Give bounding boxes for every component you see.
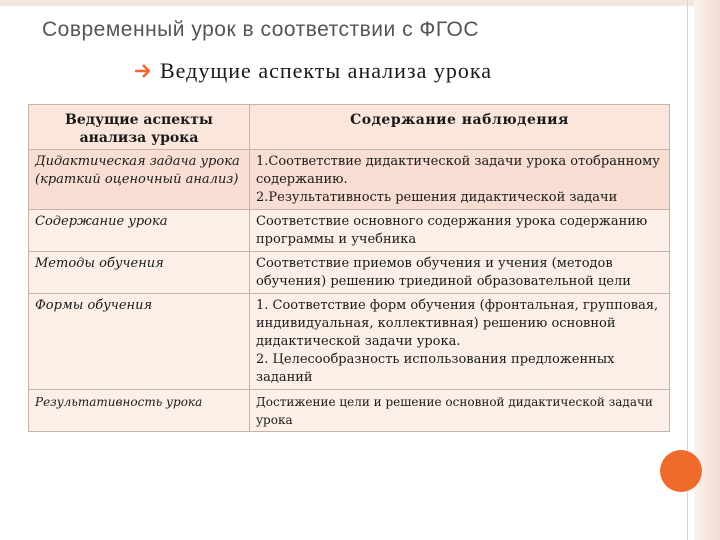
row-aspect: Содержание урока — [29, 210, 250, 252]
slide-title: Современный урок в соответствии с ФГОС — [42, 18, 480, 41]
row-aspect: Методы обучения — [29, 252, 250, 294]
row-aspect: Результативность урока — [29, 390, 250, 432]
row-content — [250, 150, 670, 210]
decorative-circle — [660, 450, 702, 492]
table-header-row — [29, 105, 670, 150]
analysis-table — [28, 104, 670, 432]
row-content-text: 1.Соответствие дидактической задачи урока отобранному содержанию. 2.Результативность решения дидактической задачи — [256, 154, 660, 205]
table-row — [29, 150, 670, 210]
table-row — [29, 252, 670, 294]
header-observation: Содержание наблюдения — [250, 105, 670, 150]
table-row — [29, 210, 670, 252]
row-content: Достижение цели и решение основной дидактической задачи урока — [250, 390, 670, 432]
row-content-text: 1. Соответствие форм обучения (фронтальная, групповая, индивидуальная, коллективная) решению основной дидактической задачи урока. 2. Целесообразность использования предложенных заданий — [256, 298, 659, 385]
bullet-arrow-icon — [134, 63, 150, 79]
table-row — [29, 390, 670, 432]
table-row — [29, 294, 670, 390]
row-content: Соответствие приемов обучения и учения (методов обучения) решению триединой образовательной цели — [250, 252, 670, 294]
row-content: Соответствие основного содержания урока содержанию программы и учебника — [250, 210, 670, 252]
header-aspects: Ведущие аспекты анализа урока — [29, 105, 250, 150]
row-aspect: Формы обучения — [29, 294, 250, 390]
bullet-text: Ведущие аспекты анализа урока — [160, 58, 493, 83]
slide-top-border — [0, 0, 720, 6]
bullet-item — [134, 58, 492, 84]
row-aspect: Дидактическая задача урока (краткий оценочный анализ) — [29, 150, 250, 210]
row-content — [250, 294, 670, 390]
